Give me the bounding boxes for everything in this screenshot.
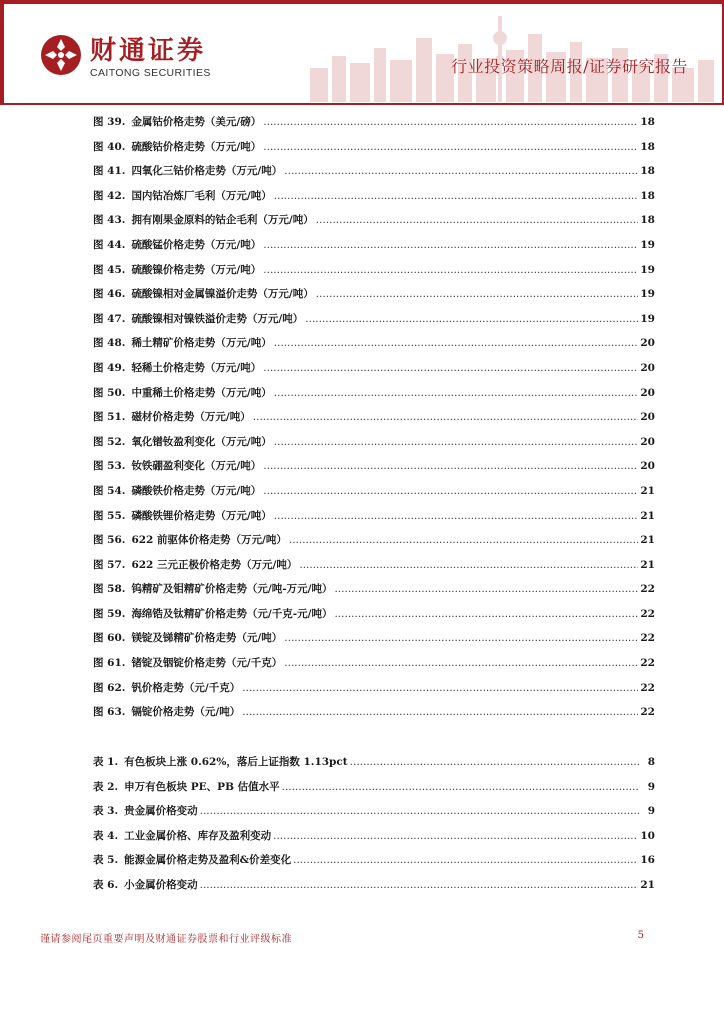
- entry-title: 稀土精矿价格走势（万元/吨）: [131, 337, 272, 350]
- entry-title: 磷酸铁价格走势（万元/吨）: [131, 484, 262, 497]
- figure-toc-entry[interactable]: [93, 381, 655, 406]
- entry-title: 氧化镨钕盈利变化（万元/吨）: [131, 435, 272, 448]
- entry-number: 图 49.: [93, 361, 126, 374]
- entry-page: 22: [640, 706, 655, 719]
- entry-number: 图 42.: [93, 189, 126, 202]
- entry-title: 小金属价格变动: [124, 878, 198, 891]
- entry-page: 8: [647, 756, 655, 768]
- entry-title: 磷酸铁锂价格走势（万元/吨）: [131, 509, 272, 522]
- dot-leader: [242, 676, 638, 701]
- entry-page: 21: [640, 534, 655, 547]
- entry-title: 有色板块上涨 0.62%，落后上证指数 1.13pct: [124, 756, 348, 768]
- entry-number: 表 4.: [93, 829, 119, 842]
- entry-page: 20: [640, 361, 655, 374]
- dot-leader: [274, 504, 639, 529]
- entry-number: 图 59.: [93, 607, 126, 620]
- entry-page: 21: [640, 878, 655, 891]
- entry-page: 22: [640, 681, 655, 694]
- figure-toc-entry[interactable]: [93, 110, 655, 135]
- disclaimer-note: 谨请参阅尾页重要声明及财通证券股票和行业评级标准: [40, 934, 292, 945]
- entry-page: 19: [640, 288, 655, 301]
- figure-toc-entry[interactable]: [93, 233, 655, 258]
- entry-number: 图 51.: [93, 411, 126, 424]
- dot-leader: [284, 159, 638, 184]
- entry-number: 图 50.: [93, 386, 126, 399]
- table-toc-entry[interactable]: [93, 750, 655, 775]
- entry-page: 21: [640, 558, 655, 571]
- figure-toc-entry[interactable]: [93, 159, 655, 184]
- entry-page: 21: [640, 509, 655, 522]
- figure-toc-entry[interactable]: [93, 405, 655, 430]
- figure-toc-entry[interactable]: [93, 454, 655, 479]
- entry-page: 18: [640, 140, 655, 153]
- dot-leader: [334, 602, 638, 627]
- figure-toc-entry[interactable]: [93, 282, 655, 307]
- entry-number: 图 60.: [93, 632, 126, 645]
- dot-leader: [282, 775, 639, 800]
- entry-page: 10: [640, 829, 655, 842]
- entry-title: 硫酸镍相对镍铁溢价走势（万元/吨）: [131, 312, 304, 325]
- entry-page: 22: [640, 607, 655, 620]
- figure-toc-entry[interactable]: [93, 504, 655, 529]
- dot-leader: [200, 873, 639, 898]
- dot-leader: [284, 626, 638, 651]
- entry-number: 图 40.: [93, 140, 126, 153]
- entry-page: 21: [640, 484, 655, 497]
- dot-leader: [263, 233, 638, 258]
- entry-number: 图 56.: [93, 534, 126, 547]
- figure-toc-entry[interactable]: [93, 430, 655, 455]
- entry-page: 19: [640, 263, 655, 276]
- figure-toc-entry[interactable]: [93, 258, 655, 283]
- entry-page: 19: [640, 238, 655, 251]
- entry-title: 硫酸锰价格走势（万元/吨）: [131, 238, 262, 251]
- entry-title: 磁材价格走势（万元/吨）: [131, 411, 251, 424]
- figure-toc-entry[interactable]: [93, 331, 655, 356]
- entry-page: 18: [640, 214, 655, 227]
- table-toc-entry[interactable]: [93, 799, 655, 824]
- dot-leader: [289, 528, 639, 553]
- entry-page: 20: [640, 411, 655, 424]
- entry-title: 硫酸镍相对金属镍溢价走势（万元/吨）: [131, 288, 314, 301]
- dot-leader: [242, 700, 638, 725]
- entry-number: 图 48.: [93, 337, 126, 350]
- page-number: 5: [637, 930, 644, 941]
- entry-number: 图 62.: [93, 681, 126, 694]
- caitong-logo-icon: [40, 34, 82, 76]
- entry-number: 图 54.: [93, 484, 126, 497]
- entry-page: 18: [640, 116, 655, 128]
- entry-number: 表 2.: [93, 780, 119, 793]
- entry-number: 表 5.: [93, 854, 119, 867]
- dot-leader: [274, 331, 639, 356]
- dot-leader: [263, 356, 638, 381]
- entry-number: 图 41.: [93, 165, 126, 178]
- figure-toc-entry[interactable]: [93, 577, 655, 602]
- entry-title: 钨精矿及钼精矿价格走势（元/吨-万元/吨）: [131, 583, 333, 596]
- dot-leader: [200, 799, 639, 824]
- entry-title: 轻稀土价格走势（万元/吨）: [131, 361, 262, 374]
- dot-leader: [274, 430, 639, 455]
- entry-number: 图 52.: [93, 435, 126, 448]
- dot-leader: [263, 135, 638, 160]
- entry-title: 镁锭及锑精矿价格走势（元/吨）: [131, 632, 283, 645]
- entry-title: 申万有色板块 PE、PB 估值水平: [124, 780, 280, 793]
- figure-toc-entry[interactable]: [93, 626, 655, 651]
- entry-title: 钕铁硼盈利变化（万元/吨）: [131, 460, 262, 473]
- entry-title: 硫酸镍价格走势（万元/吨）: [131, 263, 262, 276]
- entry-number: 图 61.: [93, 657, 126, 670]
- entry-title: 622 三元正极价格走势（万元/吨）: [131, 558, 298, 571]
- dot-leader: [274, 184, 639, 209]
- entry-number: 图 58.: [93, 583, 126, 596]
- figure-toc-entry[interactable]: [93, 528, 655, 553]
- entry-page: 9: [647, 780, 655, 793]
- dot-leader: [284, 651, 638, 676]
- entry-title: 中重稀土价格走势（万元/吨）: [131, 386, 272, 399]
- entry-page: 20: [640, 435, 655, 448]
- figure-toc-entry[interactable]: [93, 356, 655, 381]
- entry-title: 拥有刚果金原料的钴企毛利（万元/吨）: [131, 214, 314, 227]
- entry-number: 图 46.: [93, 288, 126, 301]
- entry-title: 四氧化三钴价格走势（万元/吨）: [131, 165, 283, 178]
- entry-title: 国内钴冶炼厂毛利（万元/吨）: [131, 189, 272, 202]
- logo-wordmark-cn: 财通证券: [90, 36, 207, 66]
- entry-number: 图 63.: [93, 706, 126, 719]
- entry-page: 22: [640, 632, 655, 645]
- figure-toc-entry[interactable]: [93, 676, 655, 701]
- entry-number: 图 57.: [93, 558, 126, 571]
- entry-number: 图 44.: [93, 238, 126, 251]
- dot-leader: [316, 282, 639, 307]
- entry-title: 工业金属价格、库存及盈利变动: [124, 829, 272, 842]
- table-toc-entry[interactable]: [93, 873, 655, 898]
- figure-toc-entry[interactable]: [93, 602, 655, 627]
- entry-page: 9: [647, 805, 655, 818]
- figure-toc-entry[interactable]: [93, 479, 655, 504]
- figure-toc-entry[interactable]: [93, 651, 655, 676]
- figure-toc-entry[interactable]: [93, 553, 655, 578]
- entry-title: 硫酸钴价格走势（万元/吨）: [131, 140, 262, 153]
- dot-leader: [299, 553, 638, 578]
- page-header: [0, 0, 724, 108]
- figure-toc-entry[interactable]: [93, 184, 655, 209]
- dot-leader: [274, 381, 639, 406]
- entry-page: 18: [640, 189, 655, 202]
- dot-leader: [273, 824, 638, 849]
- dot-leader: [263, 258, 638, 283]
- entry-number: 图 45.: [93, 263, 126, 276]
- dot-leader: [316, 208, 639, 233]
- report-type-label: 行业投资策略周报/证券研究报告: [451, 57, 688, 76]
- entry-title: 海绵锆及钛精矿价格走势（元/千克-元/吨）: [131, 607, 333, 620]
- figure-toc-entry[interactable]: [93, 135, 655, 160]
- header-top-rule: [0, 0, 724, 4]
- header-bottom-rule: [0, 103, 724, 105]
- dot-leader: [263, 110, 638, 135]
- entry-title: 锗锭及铟锭价格走势（元/千克）: [131, 657, 283, 670]
- entry-title: 金属钴价格走势（美元/磅）: [131, 116, 262, 128]
- dot-leader: [305, 307, 638, 332]
- table-toc-entry[interactable]: [93, 824, 655, 849]
- entry-title: 钒价格走势（元/千克）: [131, 681, 241, 694]
- entry-title: 贵金属价格变动: [124, 805, 198, 818]
- dot-leader: [263, 454, 638, 479]
- entry-page: 16: [640, 854, 655, 867]
- entry-page: 20: [640, 460, 655, 473]
- dot-leader: [253, 405, 639, 430]
- entry-title: 能源金属价格走势及盈利&价差变化: [124, 854, 292, 867]
- entry-number: 表 1.: [93, 756, 119, 768]
- table-toc-entry[interactable]: [93, 848, 655, 873]
- entry-number: 图 39.: [93, 116, 126, 128]
- entry-number: 图 47.: [93, 312, 126, 325]
- entry-page: 22: [640, 657, 655, 670]
- figure-toc-entry[interactable]: [93, 208, 655, 233]
- entry-page: 20: [640, 386, 655, 399]
- entry-title: 622 前驱体价格走势（万元/吨）: [131, 534, 287, 547]
- dot-leader: [263, 479, 638, 504]
- entry-number: 图 55.: [93, 509, 126, 522]
- dot-leader: [334, 577, 638, 602]
- entry-page: 20: [640, 337, 655, 350]
- figure-toc-entry[interactable]: [93, 307, 655, 332]
- entry-number: 图 43.: [93, 214, 126, 227]
- entry-page: 19: [640, 312, 655, 325]
- dot-leader: [293, 848, 638, 873]
- dot-leader: [350, 750, 639, 775]
- table-list: [93, 750, 655, 898]
- entry-number: 表 6.: [93, 878, 119, 891]
- entry-title: 镉锭价格走势（元/吨）: [131, 706, 241, 719]
- entry-page: 22: [640, 583, 655, 596]
- logo-wordmark-en: CAITONG SECURITIES: [90, 67, 211, 79]
- figure-list: [93, 110, 655, 725]
- figure-toc-entry[interactable]: [93, 700, 655, 725]
- entry-number: 图 53.: [93, 460, 126, 473]
- entry-number: 表 3.: [93, 805, 119, 818]
- entry-page: 18: [640, 165, 655, 178]
- table-toc-entry[interactable]: [93, 775, 655, 800]
- header-left-rule: [0, 0, 4, 104]
